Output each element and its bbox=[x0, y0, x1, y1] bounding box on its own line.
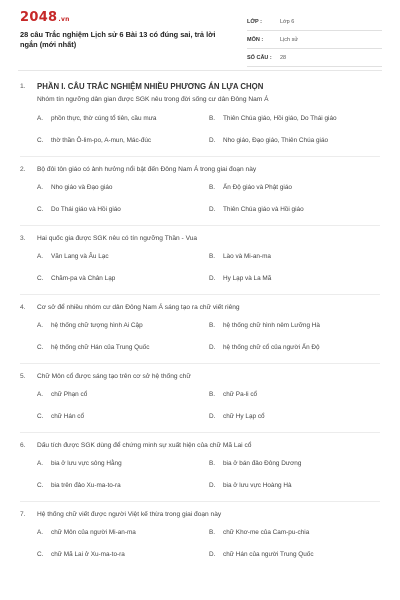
option-text: Chăm-pa và Chân Lạp bbox=[51, 274, 116, 282]
question-divider bbox=[20, 156, 380, 157]
meta-label: SỐ CÂU : bbox=[247, 54, 272, 61]
option-letter: D. bbox=[209, 136, 216, 144]
option-letter: B. bbox=[209, 183, 216, 191]
question-number: 5. bbox=[20, 372, 26, 380]
meta-label: MÔN : bbox=[247, 36, 264, 43]
option-b[interactable] bbox=[209, 107, 381, 129]
question-number: 3. bbox=[20, 234, 26, 242]
option-text: chữ Hán cổ bbox=[51, 412, 85, 420]
option-letter: C. bbox=[37, 412, 44, 420]
option-text: Ấn Độ giáo và Phật giáo bbox=[223, 183, 292, 191]
header-divider bbox=[18, 70, 382, 71]
option-letter: D. bbox=[209, 343, 216, 351]
question-stem: Chữ Môn cổ được sáng tạo trên cơ sở hệ thống chữ bbox=[37, 372, 191, 380]
document-title: 28 câu Trắc nghiệm Lịch sử 6 Bài 13 có đúng sai, trả lời ngắn (mới nhất) bbox=[20, 30, 216, 49]
question-number: 4. bbox=[20, 303, 26, 311]
question-divider bbox=[20, 225, 380, 226]
option-letter: B. bbox=[209, 459, 216, 467]
option-letter: A. bbox=[37, 459, 44, 467]
meta-row-class bbox=[247, 13, 382, 31]
option-letter: C. bbox=[37, 481, 44, 489]
option-letter: A. bbox=[37, 321, 44, 329]
option-letter: D. bbox=[209, 205, 216, 213]
question-stem-row bbox=[20, 231, 380, 245]
section-heading bbox=[20, 79, 380, 93]
option-letter: C. bbox=[37, 550, 44, 558]
question-divider bbox=[20, 363, 380, 364]
question-divider bbox=[20, 294, 380, 295]
option-c[interactable] bbox=[37, 129, 209, 151]
answer-options bbox=[20, 107, 380, 151]
section-number: 1. bbox=[20, 82, 26, 90]
option-b[interactable] bbox=[209, 245, 381, 267]
question-stem-row bbox=[20, 369, 380, 383]
question-number: 6. bbox=[20, 441, 26, 449]
answer-options bbox=[20, 452, 380, 496]
question-6 bbox=[20, 438, 380, 496]
option-a[interactable] bbox=[37, 521, 209, 543]
option-d[interactable] bbox=[209, 543, 381, 565]
meta-value: Lịch sử bbox=[280, 36, 299, 43]
question-stem-row bbox=[20, 162, 380, 176]
site-logo[interactable] bbox=[20, 10, 70, 25]
option-text: hệ thống chữ cổ của người Ấn Độ bbox=[223, 343, 320, 351]
option-text: Nho giáo và Đạo giáo bbox=[51, 183, 113, 191]
logo-suffix-text: .vn bbox=[58, 16, 70, 23]
question-4 bbox=[20, 300, 380, 358]
option-c[interactable] bbox=[37, 543, 209, 565]
option-text: bia ở lưu vực sông Hằng bbox=[51, 459, 122, 467]
option-text: chữ Pa-li cổ bbox=[223, 390, 258, 398]
option-text: Hy Lạp và La Mã bbox=[223, 274, 272, 282]
option-a[interactable] bbox=[37, 452, 209, 474]
logo-main-text: 2048 bbox=[20, 10, 58, 25]
option-d[interactable] bbox=[209, 267, 381, 289]
option-b[interactable] bbox=[209, 521, 381, 543]
option-c[interactable] bbox=[37, 474, 209, 496]
question-stem-row bbox=[20, 300, 380, 314]
option-letter: C. bbox=[37, 274, 44, 282]
option-text: thờ thần Ô-lim-po, A-mun, Mác-đúc bbox=[51, 136, 152, 144]
option-letter: B. bbox=[209, 252, 216, 260]
question-stem: Nhóm tín ngưỡng dân gian được SGK nêu trong đời sống cư dân Đông Nam Á bbox=[37, 96, 269, 103]
answer-options bbox=[20, 383, 380, 427]
question-list bbox=[20, 79, 380, 565]
option-d[interactable] bbox=[209, 336, 381, 358]
option-letter: A. bbox=[37, 390, 44, 398]
option-a[interactable] bbox=[37, 383, 209, 405]
option-b[interactable] bbox=[209, 314, 381, 336]
option-letter: D. bbox=[209, 412, 216, 420]
option-letter: B. bbox=[209, 114, 216, 122]
question-stem-row bbox=[20, 438, 380, 452]
meta-value: 28 bbox=[280, 54, 287, 61]
question-divider bbox=[20, 432, 380, 433]
option-d[interactable] bbox=[209, 129, 381, 151]
option-a[interactable] bbox=[37, 107, 209, 129]
answer-options bbox=[20, 245, 380, 289]
option-text: chữ Môn của người Mi-an-ma bbox=[51, 528, 136, 536]
question-stem: Dấu tích được SGK dùng để chứng minh sự xuất hiện của chữ Mã Lai cổ bbox=[37, 441, 252, 449]
answer-options bbox=[20, 314, 380, 358]
question-3 bbox=[20, 231, 380, 289]
option-c[interactable] bbox=[37, 267, 209, 289]
meta-panel bbox=[247, 13, 382, 67]
option-letter: B. bbox=[209, 321, 216, 329]
answer-options bbox=[20, 176, 380, 220]
option-b[interactable] bbox=[209, 383, 381, 405]
option-d[interactable] bbox=[209, 474, 381, 496]
question-stem-row bbox=[20, 507, 380, 521]
option-text: Lào và Mi-an-ma bbox=[223, 252, 271, 260]
meta-value: Lớp 6 bbox=[280, 18, 295, 25]
option-letter: D. bbox=[209, 550, 216, 558]
question-1 bbox=[20, 93, 380, 151]
option-text: Văn Lang và Âu Lạc bbox=[51, 252, 109, 260]
option-a[interactable] bbox=[37, 245, 209, 267]
option-a[interactable] bbox=[37, 314, 209, 336]
option-text: bia ở lưu vực Hoàng Hà bbox=[223, 481, 292, 489]
option-letter: D. bbox=[209, 481, 216, 489]
option-text: chữ Hán của người Trung Quốc bbox=[223, 550, 314, 558]
option-b[interactable] bbox=[209, 452, 381, 474]
question-stem: Bộ đôi tôn giáo có ảnh hưởng nổi bật đến Đông Nam Á trong giai đoạn này bbox=[37, 165, 257, 173]
option-text: Do Thái giáo và Hồi giáo bbox=[51, 205, 121, 213]
option-letter: A. bbox=[37, 252, 44, 260]
answer-options bbox=[20, 521, 380, 565]
option-text: Thiên Chúa giáo và Hồi giáo bbox=[223, 205, 304, 213]
question-5 bbox=[20, 369, 380, 427]
meta-row-count bbox=[247, 49, 382, 67]
option-a[interactable] bbox=[37, 176, 209, 198]
option-c[interactable] bbox=[37, 336, 209, 358]
question-number: 2. bbox=[20, 165, 26, 173]
section-title-text: PHẦN I. CÂU TRẮC NGHIỆM NHIỀU PHƯƠNG ÁN LỰA CHỌN bbox=[37, 81, 264, 91]
option-c[interactable] bbox=[37, 198, 209, 220]
question-stem: Hệ thống chữ viết được người Việt kế thừa trong giai đoạn này bbox=[37, 510, 222, 518]
question-number: 7. bbox=[20, 510, 26, 518]
option-d[interactable] bbox=[209, 405, 381, 427]
option-text: Thiên Chúa giáo, Hồi giáo, Do Thái giáo bbox=[223, 114, 337, 122]
meta-label: LỚP : bbox=[247, 18, 262, 25]
option-d[interactable] bbox=[209, 198, 381, 220]
option-b[interactable] bbox=[209, 176, 381, 198]
option-text: chữ Khơ-me của Cam-pu-chia bbox=[223, 528, 310, 536]
meta-row-subject bbox=[247, 31, 382, 49]
option-letter: A. bbox=[37, 183, 44, 191]
option-text: chữ Mã Lai ở Xu-ma-to-ra bbox=[51, 550, 125, 558]
option-letter: C. bbox=[37, 205, 44, 213]
option-text: phồn thực, thờ cúng tổ tiên, cầu mưa bbox=[51, 114, 157, 122]
option-text: bia ở bán đảo Đông Dương bbox=[223, 459, 302, 467]
option-c[interactable] bbox=[37, 405, 209, 427]
option-text: hệ thống chữ Hán của Trung Quốc bbox=[51, 343, 150, 351]
question-stem: Hai quốc gia được SGK nêu có tín ngưỡng Thần - Vua bbox=[37, 234, 198, 242]
option-text: chữ Hy Lạp cổ bbox=[223, 412, 265, 420]
option-letter: B. bbox=[209, 390, 216, 398]
option-text: hệ thống chữ tượng hình Ai Cập bbox=[51, 321, 143, 329]
option-letter: C. bbox=[37, 136, 44, 144]
question-7 bbox=[20, 507, 380, 565]
option-letter: A. bbox=[37, 114, 44, 122]
option-text: chữ Phạn cổ bbox=[51, 390, 88, 398]
question-2 bbox=[20, 162, 380, 220]
option-letter: B. bbox=[209, 528, 216, 536]
option-letter: D. bbox=[209, 274, 216, 282]
option-text: hệ thống chữ hình nêm Lưỡng Hà bbox=[223, 321, 320, 329]
option-letter: C. bbox=[37, 343, 44, 351]
option-text: bia trên đảo Xu-ma-to-ra bbox=[51, 481, 121, 489]
question-stem: Cơ sở để nhiều nhóm cư dân Đông Nam Á sáng tạo ra chữ viết riêng bbox=[37, 303, 240, 311]
question-divider bbox=[20, 501, 380, 502]
option-letter: A. bbox=[37, 528, 44, 536]
header bbox=[0, 0, 400, 62]
option-text: Nho giáo, Đạo giáo, Thiên Chúa giáo bbox=[223, 136, 329, 144]
